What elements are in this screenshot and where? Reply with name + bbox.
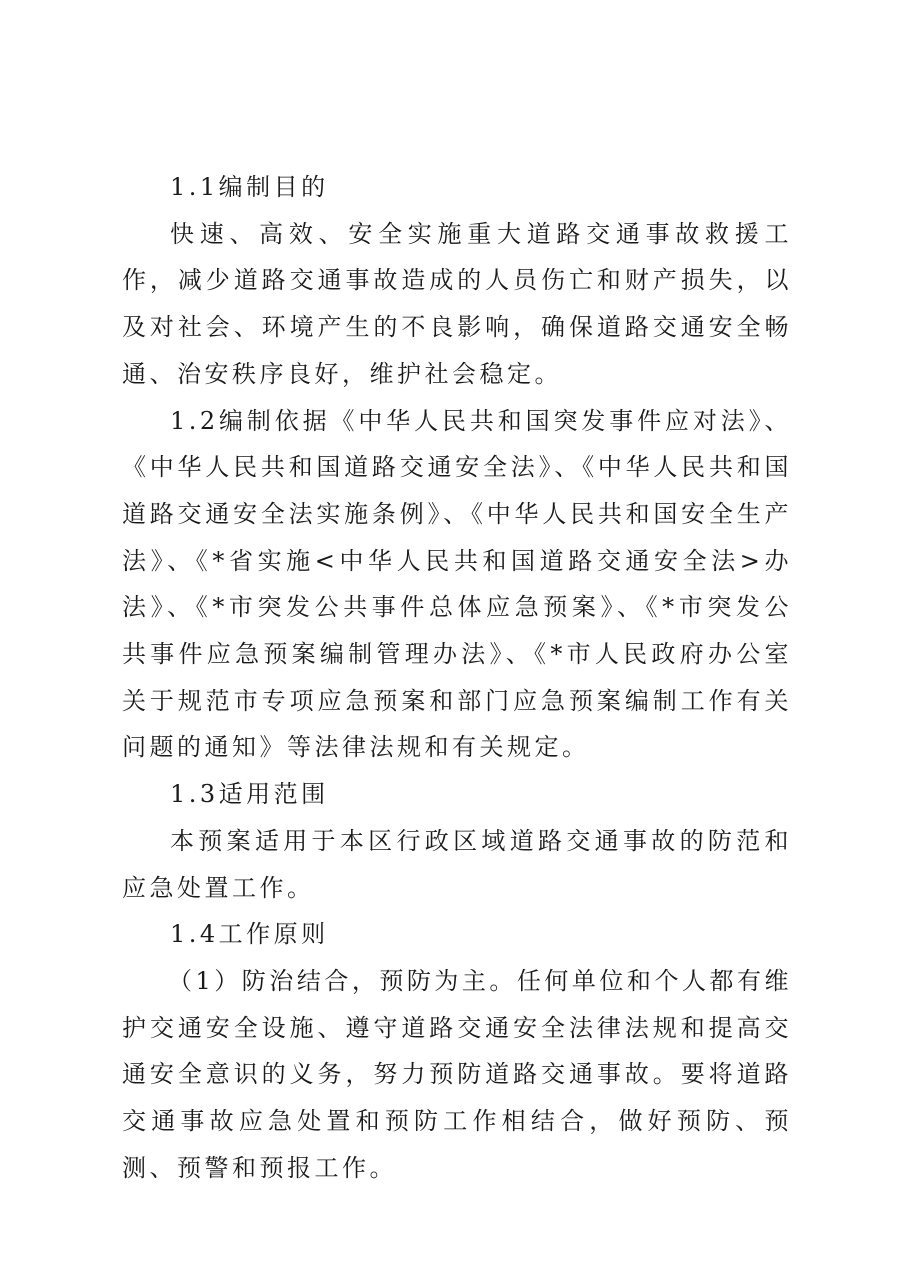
section-heading-1-1: 1.1编制目的: [170, 173, 329, 201]
document-body: [122, 164, 792, 1191]
section-heading-1-4: 1.4工作原则: [170, 920, 329, 949]
section-paragraph-1-3: 本预案适用于本区行政区域道路交通事故的防范和应急处置工作。: [122, 826, 792, 902]
section-paragraph-1-4: （1）防治结合，预防为主。任何单位和个人都有维护交通安全设施、遵守道路交通安全法律法规和提高交通安全意识的义务，努力预防道路交通事故。要将道路交通事故应急处置和预防工作相结合，做好预防、预测、预警和预报工作。: [122, 966, 792, 1182]
section-paragraph-1-1: 快速、高效、安全实施重大道路交通事故救援工作，减少道路交通事故造成的人员伤亡和财产损失，以及对社会、环境产生的不良影响，确保道路交通安全畅通、治安秩序良好，维护社会稳定。: [122, 219, 792, 388]
section-heading-1-3: 1.3适用范围: [170, 780, 329, 809]
section-paragraph-1-2: 1.2编制依据《中华人民共和国突发事件应对法》、《中华人民共和国道路交通安全法》、《中华人民共和国道路交通安全法实施条例》、《中华人民共和国安全生产法》、《*省实施<中华人民共和国道路交通安全法>办法》、《*市突发公共事件总体应急预案》、《*市突发公共事件应急预案编制管理办法》、《*市人民政府办公室关于规范市专项应急预案和部门应急预案编制工作有关问题的通知》等法律法规和有关规定。: [122, 406, 792, 762]
